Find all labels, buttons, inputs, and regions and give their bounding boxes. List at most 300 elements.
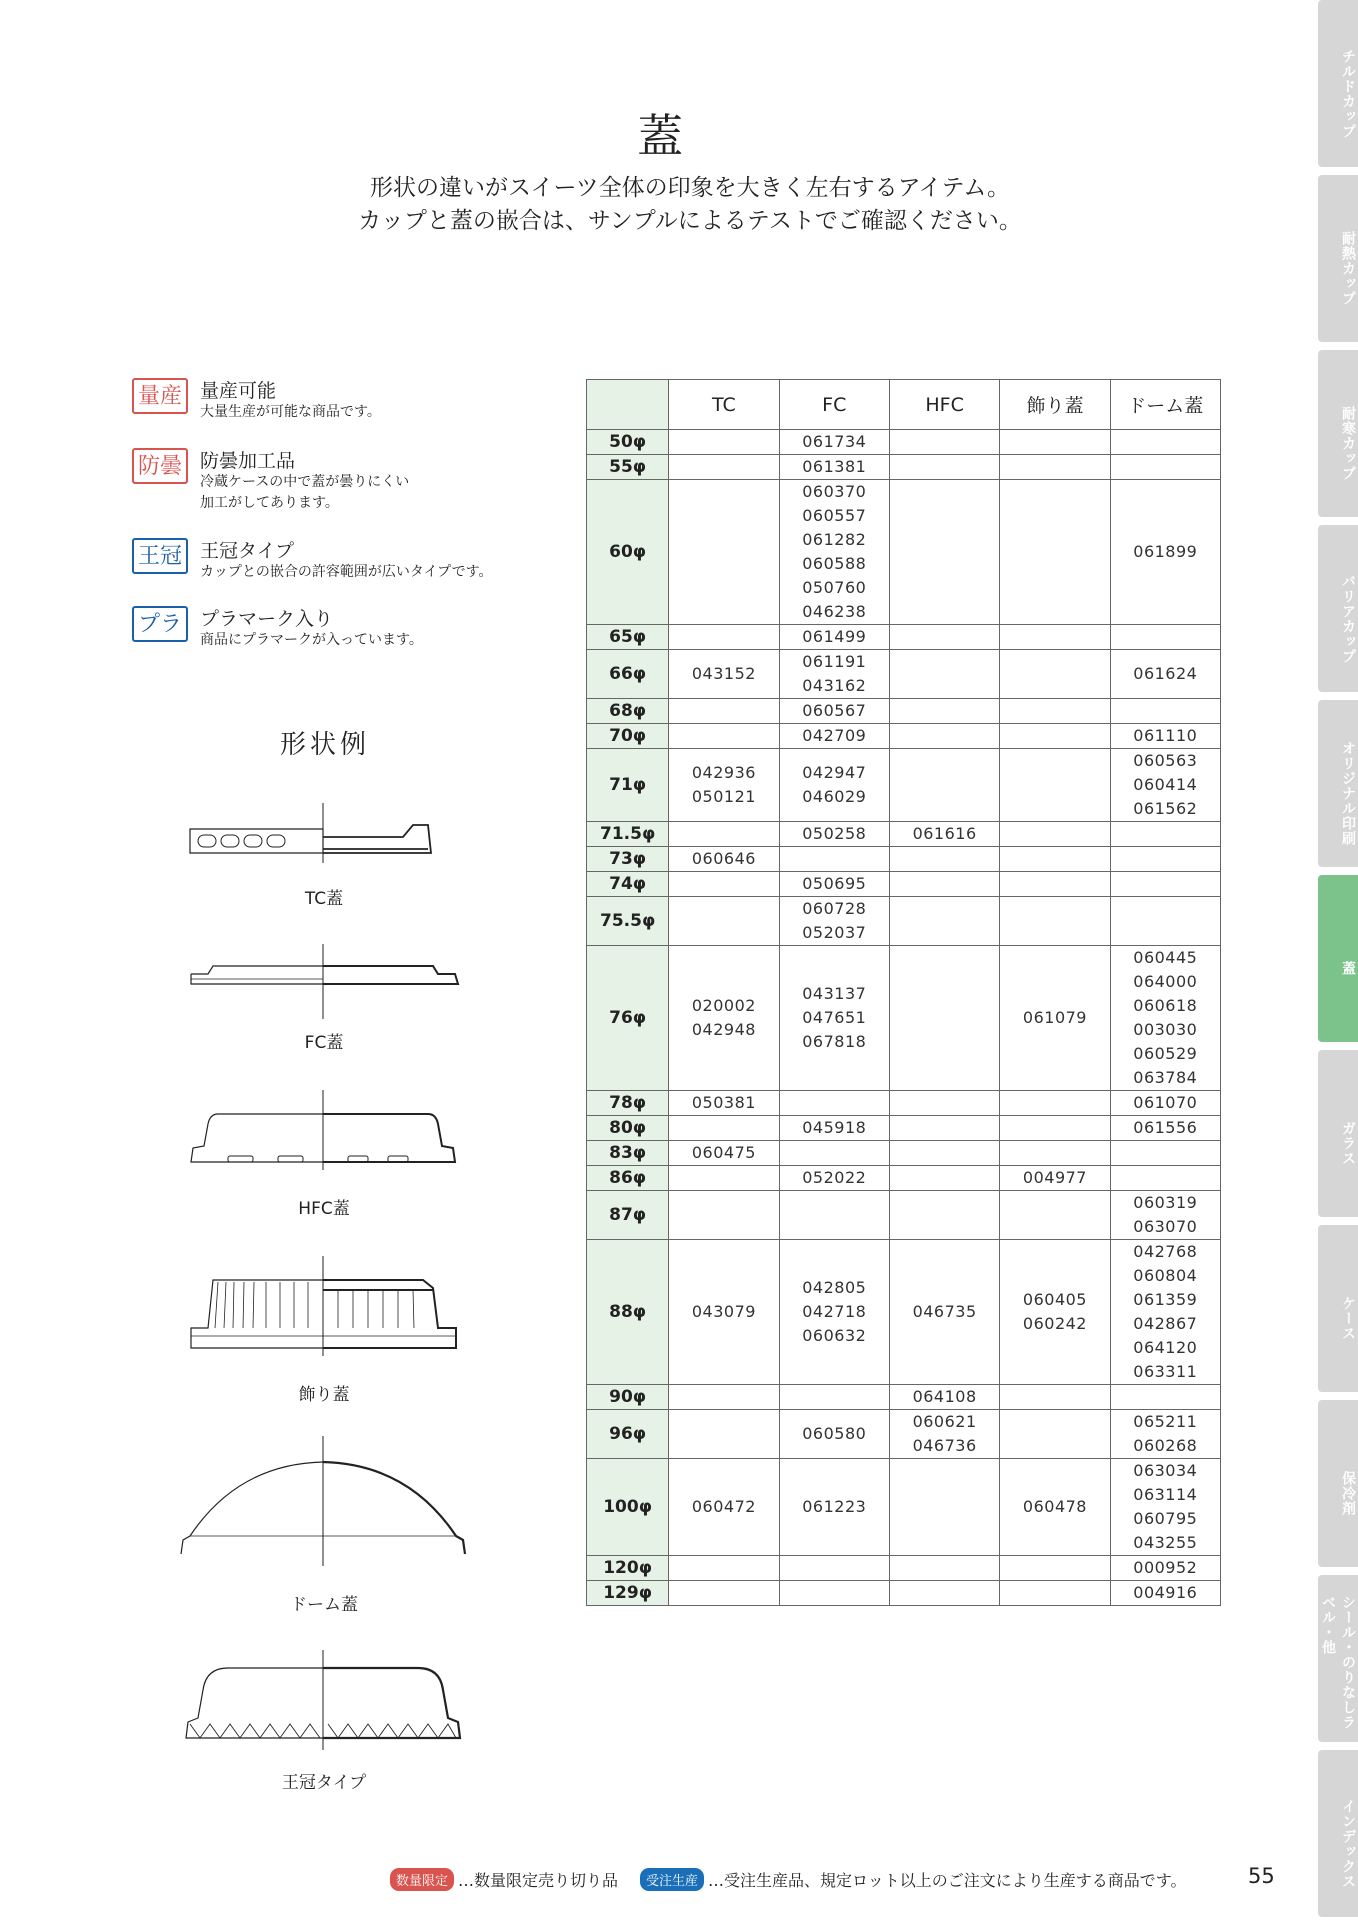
code-cell-hfc [889,1141,999,1166]
code-cell-dome [1110,1166,1220,1191]
code-cell-hfc [889,1091,999,1116]
product-code: 063311 [1133,1362,1198,1381]
code-cell-fc [779,847,889,872]
code-cell-fc [779,1410,889,1459]
table-row [587,1116,1221,1141]
product-code: 042947 [802,763,867,782]
code-cell-kazari [1000,480,1110,625]
product-code: 060472 [691,1497,756,1516]
lid-code-table [586,379,1221,1603]
code-cell-fc [779,699,889,724]
size-cell: 66φ [587,650,669,699]
product-code: 060728 [802,899,867,918]
code-cell-hfc [889,650,999,699]
code-cell-tc [669,1556,779,1581]
code-cell-hfc [889,1581,999,1606]
code-cell-hfc [889,822,999,847]
code-cell-dome [1110,1459,1220,1556]
code-cell-kazari [1000,872,1110,897]
shape-examples-heading: 形状例 [279,730,370,760]
code-cell-hfc [889,455,999,480]
product-code: 060621 [912,1412,977,1431]
size-cell: 75.5φ [587,897,669,946]
code-cell-tc [669,699,779,724]
table-row [587,822,1221,847]
size-cell: 74φ [587,872,669,897]
code-cell-dome [1110,847,1220,872]
code-cell-fc [779,430,889,455]
size-cell: 65φ [587,625,669,650]
product-code: 046736 [912,1436,977,1455]
size-cell: 90φ [587,1385,669,1410]
code-cell-kazari [1000,897,1110,946]
code-cell-kazari [1000,1166,1110,1191]
product-code: 063070 [1133,1217,1198,1236]
code-cell-tc [669,1385,779,1410]
code-cell-hfc [889,1459,999,1556]
limited-text: …数量限定売り切り品 [458,1871,619,1890]
table-row [587,1385,1221,1410]
code-cell-fc [779,1556,889,1581]
product-code: 042718 [802,1302,867,1321]
legend-description-line: カップとの嵌合の許容範囲が広いタイプです。 [200,564,493,580]
tab-1[interactable]: 耐熱カップ [1318,175,1358,342]
table-row [587,455,1221,480]
hfc-lid-illustration [188,1090,468,1170]
code-cell-tc [669,1191,779,1240]
code-cell-hfc [889,1385,999,1410]
limited-badge: 数量限定 [390,1868,454,1891]
legend-description [200,562,560,583]
code-cell-dome [1110,1240,1220,1385]
tc-lid-label: TC蓋 [304,889,344,909]
product-code: 050258 [802,824,867,843]
product-code: 042805 [802,1278,867,1297]
code-cell-fc [779,650,889,699]
code-cell-kazari [1000,749,1110,822]
product-code: 061070 [1133,1093,1198,1112]
product-code: 043079 [691,1302,756,1321]
table-row [587,749,1221,822]
code-cell-tc [669,1141,779,1166]
code-cell-hfc [889,872,999,897]
code-cell-dome [1110,1091,1220,1116]
size-cell: 76φ [587,946,669,1091]
crown-lid-illustration [178,1650,478,1750]
size-cell: 120φ [587,1556,669,1581]
code-cell-tc [669,724,779,749]
product-code: 061282 [802,530,867,549]
code-cell-tc [669,946,779,1091]
legend-description-line: 大量生産が可能な商品です。 [200,404,381,420]
code-cell-hfc [889,1166,999,1191]
product-code: 060268 [1133,1436,1198,1455]
code-cell-hfc [889,480,999,625]
code-cell-fc [779,480,889,625]
table-row [587,480,1221,625]
code-cell-fc [779,946,889,1091]
legend-description [200,402,560,423]
decorative-lid-label: 飾り蓋 [298,1385,350,1405]
legend-title: 防曇加工品 [200,450,296,472]
legend-badge: プラ [132,606,188,642]
code-cell-dome [1110,946,1220,1091]
code-cell-dome [1110,1581,1220,1606]
code-cell-dome [1110,1116,1220,1141]
code-cell-hfc [889,1191,999,1240]
product-code: 061624 [1133,664,1198,683]
product-code: 042867 [1133,1314,1198,1333]
product-code: 042768 [1133,1242,1198,1261]
product-code: 064108 [912,1387,977,1406]
code-cell-hfc [889,847,999,872]
code-cell-fc [779,1581,889,1606]
fc-lid-illustration [188,944,468,1019]
code-cell-kazari [1000,1556,1110,1581]
category-tabs [1318,0,1358,1920]
code-cell-kazari [1000,946,1110,1091]
product-code: 047651 [802,1008,867,1027]
product-code: 060475 [691,1143,756,1162]
code-cell-kazari [1000,430,1110,455]
product-code: 045918 [802,1118,867,1137]
dome-lid-label: ドーム蓋 [290,1595,358,1615]
size-cell: 100φ [587,1459,669,1556]
code-cell-fc [779,455,889,480]
product-code: 050695 [802,874,867,893]
size-cell: 73φ [587,847,669,872]
code-cell-tc [669,1459,779,1556]
table-row [587,1581,1221,1606]
product-code: 064000 [1133,972,1198,991]
product-code: 050760 [802,578,867,597]
legend-title: 王冠タイプ [200,540,295,562]
table-header-row [587,380,1221,430]
code-cell-hfc [889,724,999,749]
product-code: 043162 [802,676,867,695]
product-code: 050381 [691,1093,756,1112]
product-code: 046029 [802,787,867,806]
code-cell-dome [1110,822,1220,847]
table-row [587,1166,1221,1191]
size-cell: 129φ [587,1581,669,1606]
product-code: 061562 [1133,799,1198,818]
code-cell-kazari [1000,1459,1110,1556]
code-cell-tc [669,897,779,946]
code-cell-dome [1110,1191,1220,1240]
code-cell-kazari [1000,1410,1110,1459]
table-row [587,430,1221,455]
product-code: 042948 [691,1020,756,1039]
table-row [587,1556,1221,1581]
product-code: 003030 [1133,1020,1198,1039]
product-code: 060618 [1133,996,1198,1015]
size-cell: 70φ [587,724,669,749]
size-cell: 60φ [587,480,669,625]
code-cell-kazari [1000,1191,1110,1240]
product-code: 060405 [1022,1290,1087,1309]
code-cell-fc [779,822,889,847]
product-code: 042709 [802,726,867,745]
table-corner-cell [587,380,669,430]
product-code: 043255 [1133,1533,1198,1552]
legend-badge: 量産 [132,378,188,414]
product-code: 060580 [802,1424,867,1443]
code-cell-fc [779,897,889,946]
legend-description-line: 加工がしてあります。 [200,495,339,511]
code-cell-tc [669,455,779,480]
tab-2[interactable]: 耐寒カップ [1318,350,1358,517]
product-code: 050121 [691,787,756,806]
code-cell-fc [779,1141,889,1166]
product-code: 060563 [1133,751,1198,770]
code-cell-fc [779,749,889,822]
code-cell-kazari [1000,625,1110,650]
table-row [587,1240,1221,1385]
code-cell-dome [1110,1141,1220,1166]
size-cell: 78φ [587,1091,669,1116]
product-code: 043137 [802,984,867,1003]
code-cell-kazari [1000,699,1110,724]
header-dome: ドーム蓋 [1110,380,1220,430]
code-cell-fc [779,1385,889,1410]
table-row [587,1410,1221,1459]
product-code: 061556 [1133,1118,1198,1137]
tab-4[interactable]: オリジナル印刷 [1318,700,1358,867]
code-cell-dome [1110,1385,1220,1410]
code-cell-dome [1110,1410,1220,1459]
table-row [587,847,1221,872]
code-cell-tc [669,1091,779,1116]
code-cell-fc [779,1116,889,1141]
tab-10[interactable]: インデックス [1318,1750,1358,1917]
legend-description [200,630,560,651]
product-code: 063034 [1133,1461,1198,1480]
page-number: 55 [1248,1864,1275,1888]
made-to-order-badge: 受注生産 [640,1868,704,1891]
product-code: 060646 [691,849,756,868]
product-code: 060632 [802,1326,867,1345]
tab-9[interactable]: シール・のりなしラベル・他 [1318,1575,1358,1742]
subtitle-line-2: カップと蓋の嵌合は、サンプルによるテストでご確認ください。 [358,208,1022,234]
product-code: 004977 [1022,1168,1087,1187]
product-code: 052022 [802,1168,867,1187]
header-tc: TC [669,380,779,430]
code-cell-dome [1110,480,1220,625]
table-row [587,1191,1221,1240]
code-cell-hfc [889,897,999,946]
code-cell-dome [1110,749,1220,822]
code-cell-tc [669,625,779,650]
table-row [587,897,1221,946]
product-code: 061110 [1133,726,1198,745]
product-code: 061191 [802,652,867,671]
tab-0[interactable]: チルドカップ [1318,0,1358,167]
tc-lid-illustration [188,803,468,863]
product-code: 046238 [802,602,867,621]
code-cell-dome [1110,724,1220,749]
code-cell-tc [669,480,779,625]
code-cell-hfc [889,1556,999,1581]
product-code: 061734 [802,432,867,451]
size-cell: 80φ [587,1116,669,1141]
product-code: 060557 [802,506,867,525]
code-cell-hfc [889,1116,999,1141]
size-cell: 68φ [587,699,669,724]
legend-title: プラマーク入り [200,608,334,630]
code-cell-tc [669,1116,779,1141]
code-cell-fc [779,1240,889,1385]
code-cell-tc [669,847,779,872]
code-cell-hfc [889,749,999,822]
size-cell: 83φ [587,1141,669,1166]
product-code: 061381 [802,457,867,476]
product-code: 060529 [1133,1044,1198,1063]
code-cell-kazari [1000,1385,1110,1410]
product-code: 060414 [1133,775,1198,794]
product-code: 004916 [1133,1583,1198,1602]
size-cell: 87φ [587,1191,669,1240]
product-code: 061899 [1133,542,1198,561]
code-cell-tc [669,1240,779,1385]
product-code: 043152 [691,664,756,683]
size-cell: 88φ [587,1240,669,1385]
product-code: 061359 [1133,1290,1198,1309]
code-cell-fc [779,1191,889,1240]
table-row [587,699,1221,724]
code-cell-kazari [1000,847,1110,872]
code-cell-dome [1110,897,1220,946]
code-cell-hfc [889,430,999,455]
code-cell-kazari [1000,455,1110,480]
size-cell: 71φ [587,749,669,822]
tab-3[interactable]: バリアカップ [1318,525,1358,692]
product-code: 060242 [1022,1314,1087,1333]
code-cell-hfc [889,1240,999,1385]
code-cell-tc [669,650,779,699]
size-cell: 86φ [587,1166,669,1191]
product-code: 046735 [912,1302,977,1321]
table-row [587,625,1221,650]
product-code: 060567 [802,701,867,720]
product-code: 061616 [912,824,977,843]
product-code: 063784 [1133,1068,1198,1087]
code-cell-tc [669,430,779,455]
size-cell: 50φ [587,430,669,455]
code-cell-tc [669,1410,779,1459]
product-code: 061079 [1022,1008,1087,1027]
table-row [587,1459,1221,1556]
header-kazari: 飾り蓋 [1000,380,1110,430]
code-cell-hfc [889,625,999,650]
code-cell-tc [669,749,779,822]
code-cell-fc [779,1166,889,1191]
dome-lid-illustration [178,1436,478,1566]
product-code: 060319 [1133,1193,1198,1212]
product-code: 060370 [802,482,867,501]
legend-description-line: 冷蔵ケースの中で蓋が曇りにくい [200,474,410,490]
table-row [587,1141,1221,1166]
footer-legend [390,1868,1208,1891]
code-cell-tc [669,1581,779,1606]
code-cell-kazari [1000,1581,1110,1606]
code-cell-kazari [1000,1091,1110,1116]
tab-7[interactable]: ケース [1318,1225,1358,1392]
code-cell-kazari [1000,1240,1110,1385]
product-code: 061223 [802,1497,867,1516]
table-row [587,650,1221,699]
table-row [587,872,1221,897]
code-cell-dome [1110,430,1220,455]
code-cell-hfc [889,946,999,1091]
tab-6[interactable]: ガラス [1318,1050,1358,1217]
code-cell-dome [1110,455,1220,480]
code-cell-tc [669,1166,779,1191]
product-code: 064120 [1133,1338,1198,1357]
code-cell-fc [779,625,889,650]
code-cell-dome [1110,625,1220,650]
product-code: 061499 [802,627,867,646]
product-code: 060804 [1133,1266,1198,1285]
legend-badge: 防曇 [132,448,188,484]
tab-5[interactable]: 蓋 [1318,875,1358,1042]
page-subtitle [0,172,1358,238]
code-cell-kazari [1000,650,1110,699]
size-cell: 71.5φ [587,822,669,847]
crown-lid-label: 王冠タイプ [281,1773,367,1793]
legend-badge: 王冠 [132,538,188,574]
product-code: 065211 [1133,1412,1198,1431]
product-code: 020002 [691,996,756,1015]
code-cell-kazari [1000,724,1110,749]
code-cell-fc [779,1459,889,1556]
code-cell-hfc [889,1410,999,1459]
size-cell: 96φ [587,1410,669,1459]
page-title: 蓋 [637,109,683,163]
tab-8[interactable]: 保冷剤 [1318,1400,1358,1567]
header-hfc: HFC [889,380,999,430]
header-fc: FC [779,380,889,430]
made-to-order-text: …受注生産品、規定ロット以上のご注文により生産する商品です。 [708,1871,1187,1890]
product-code: 060478 [1022,1497,1087,1516]
code-cell-kazari [1000,1116,1110,1141]
product-code: 060445 [1133,948,1198,967]
code-cell-tc [669,822,779,847]
product-code: 063114 [1133,1485,1198,1504]
product-code: 060588 [802,554,867,573]
code-cell-hfc [889,699,999,724]
table-row [587,724,1221,749]
product-code: 042936 [691,763,756,782]
code-cell-dome [1110,699,1220,724]
table-row [587,946,1221,1091]
product-code: 000952 [1133,1558,1198,1577]
product-code: 052037 [802,923,867,942]
code-cell-tc [669,872,779,897]
subtitle-line-1: 形状の違いがスイーツ全体の印象を大きく左右するアイテム。 [369,175,1011,201]
legend-title: 量産可能 [200,380,277,402]
product-code: 067818 [802,1032,867,1051]
code-cell-kazari [1000,822,1110,847]
hfc-lid-label: HFC蓋 [298,1199,350,1219]
table-row [587,1091,1221,1116]
legend-description [200,472,560,514]
legend-description-line: 商品にプラマークが入っています。 [200,632,423,648]
code-cell-fc [779,1091,889,1116]
code-cell-dome [1110,650,1220,699]
code-cell-kazari [1000,1141,1110,1166]
decorative-lid-illustration [188,1256,468,1356]
